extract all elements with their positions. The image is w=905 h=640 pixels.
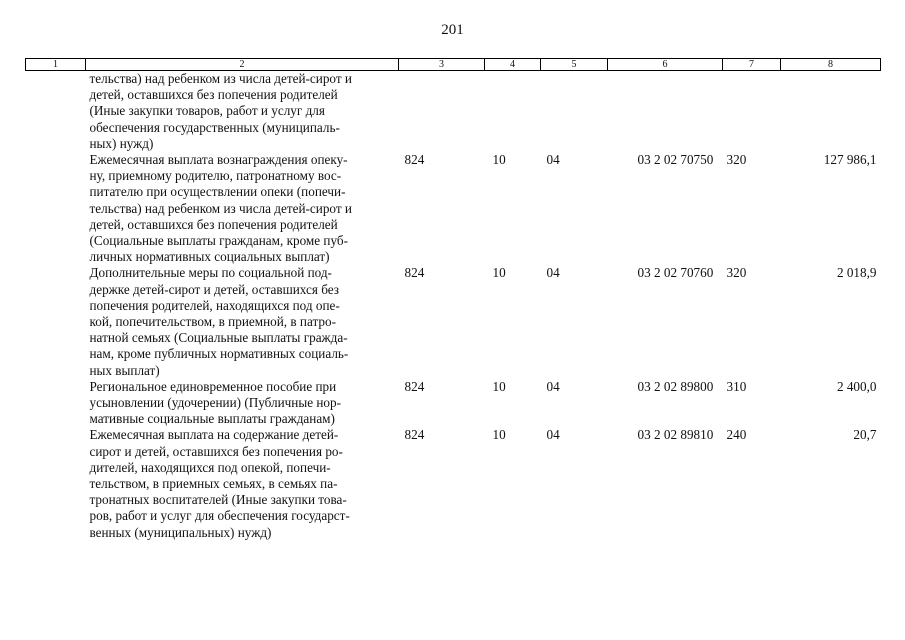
description-line: детей, оставшихся без попечения родителей bbox=[89, 87, 338, 103]
description-line: личных нормативных социальных выплат) bbox=[89, 249, 330, 265]
description-line: Дополнительные меры по социальной под- bbox=[89, 265, 332, 281]
cell-subsection bbox=[541, 71, 608, 153]
column-number-row bbox=[26, 59, 881, 71]
cell-section: 10 bbox=[492, 265, 506, 281]
cell-empty bbox=[26, 427, 86, 540]
cell-ministry-code: 824 bbox=[404, 265, 425, 281]
description-line: ных выплат) bbox=[89, 362, 160, 378]
description-line: попечения родителей, находящихся под опе- bbox=[89, 297, 340, 313]
description-line: тельства) над ребенком из числа детей-сирот и bbox=[89, 71, 352, 86]
description-line: обеспечения государственных (муниципаль- bbox=[89, 119, 340, 135]
column-number: 4 bbox=[485, 59, 541, 71]
description-line: венных (муниципальных) нужд) bbox=[89, 524, 272, 540]
cell-subsection: 04 bbox=[546, 427, 560, 443]
description-line: нам, кроме публичных нормативных социаль- bbox=[89, 346, 349, 362]
description-line: Региональное единовременное пособие при bbox=[89, 378, 337, 394]
table-row bbox=[26, 71, 881, 153]
description-line: питателю при осуществлении опеки (попечи- bbox=[89, 184, 346, 200]
cell-amount: 2 018,9 bbox=[836, 265, 877, 281]
cell-empty bbox=[26, 265, 86, 378]
column-number: 6 bbox=[608, 59, 723, 71]
description-line: натной семьях (Социальные выплаты гражда- bbox=[89, 330, 348, 346]
description-line: Ежемесячная выплата вознаграждения опеку- bbox=[89, 152, 348, 168]
cell-target-article: 03 2 02 89810 bbox=[637, 427, 714, 443]
cell-subsection: 04 bbox=[546, 265, 560, 281]
cell-subsection: 04 bbox=[546, 378, 560, 394]
description-line: дителей, находящихся под опекой, попечи- bbox=[89, 459, 331, 475]
description-line: кой, попечительством, в приемной, в патро- bbox=[89, 314, 336, 330]
description-line: сирот и детей, оставшихся без попечения ро- bbox=[89, 443, 343, 459]
cell-section: 10 bbox=[492, 152, 506, 168]
table-row bbox=[26, 379, 881, 428]
table-row bbox=[26, 265, 881, 378]
description-line: (Социальные выплаты гражданам, кроме пуб- bbox=[89, 233, 348, 249]
cell-section: 10 bbox=[492, 378, 506, 394]
column-number: 5 bbox=[541, 59, 608, 71]
cell-amount: 20,7 bbox=[853, 427, 877, 443]
description-line: мативные социальные выплаты гражданам) bbox=[89, 411, 335, 427]
cell-target-article: 03 2 02 70760 bbox=[637, 265, 714, 281]
description-line: тельства) над ребенком из числа детей-сирот и bbox=[89, 200, 352, 216]
cell-section bbox=[485, 71, 541, 153]
cell-amount bbox=[781, 71, 881, 153]
cell-description bbox=[86, 265, 399, 378]
page-number: 201 bbox=[441, 22, 464, 38]
cell-ministry-code: 824 bbox=[404, 427, 425, 443]
cell-expense-type: 320 bbox=[726, 265, 747, 281]
cell-expense-type bbox=[723, 71, 781, 153]
cell-description bbox=[86, 71, 399, 153]
column-number: 7 bbox=[723, 59, 781, 71]
cell-target-article: 03 2 02 70750 bbox=[637, 152, 714, 168]
cell-expense-type: 240 bbox=[726, 427, 747, 443]
cell-empty bbox=[26, 71, 86, 153]
description-line: Ежемесячная выплата на содержание детей- bbox=[89, 427, 339, 443]
column-number: 8 bbox=[781, 59, 881, 71]
description-line: ров, работ и услуг для обеспечения государст- bbox=[89, 508, 350, 524]
column-number: 2 bbox=[86, 59, 399, 71]
cell-section: 10 bbox=[492, 427, 506, 443]
cell-empty bbox=[26, 379, 86, 428]
description-line: ных) нужд) bbox=[89, 135, 154, 151]
cell-amount: 2 400,0 bbox=[836, 378, 877, 394]
table-row bbox=[26, 427, 881, 540]
cell-amount: 127 986,1 bbox=[823, 152, 877, 168]
cell-expense-type: 320 bbox=[726, 152, 747, 168]
cell-subsection: 04 bbox=[546, 152, 560, 168]
cell-description bbox=[86, 152, 399, 265]
budget-table bbox=[25, 58, 881, 541]
cell-ministry-code bbox=[399, 71, 485, 153]
cell-description bbox=[86, 427, 399, 540]
description-line: (Иные закупки товаров, работ и услуг для bbox=[89, 103, 325, 119]
table-row bbox=[26, 152, 881, 265]
description-line: детей, оставшихся без попечения родителей bbox=[89, 216, 338, 232]
cell-ministry-code: 824 bbox=[404, 152, 425, 168]
description-line: усыновлении (удочерении) (Публичные нор- bbox=[89, 395, 342, 411]
cell-ministry-code: 824 bbox=[404, 378, 425, 394]
cell-empty bbox=[26, 152, 86, 265]
cell-target-article bbox=[608, 71, 723, 153]
description-line: тронатных воспитателей (Иные закупки това- bbox=[89, 492, 347, 508]
column-number: 3 bbox=[399, 59, 485, 71]
cell-description bbox=[86, 379, 399, 428]
description-line: тельством, в приемных семьях, в семьях па- bbox=[89, 476, 338, 492]
cell-expense-type: 310 bbox=[726, 378, 747, 394]
description-line: держке детей-сирот и детей, оставшихся без bbox=[89, 281, 339, 297]
description-line: ну, приемному родителю, патронатному вос- bbox=[89, 168, 342, 184]
column-number: 1 bbox=[26, 59, 86, 71]
cell-target-article: 03 2 02 89800 bbox=[637, 378, 714, 394]
